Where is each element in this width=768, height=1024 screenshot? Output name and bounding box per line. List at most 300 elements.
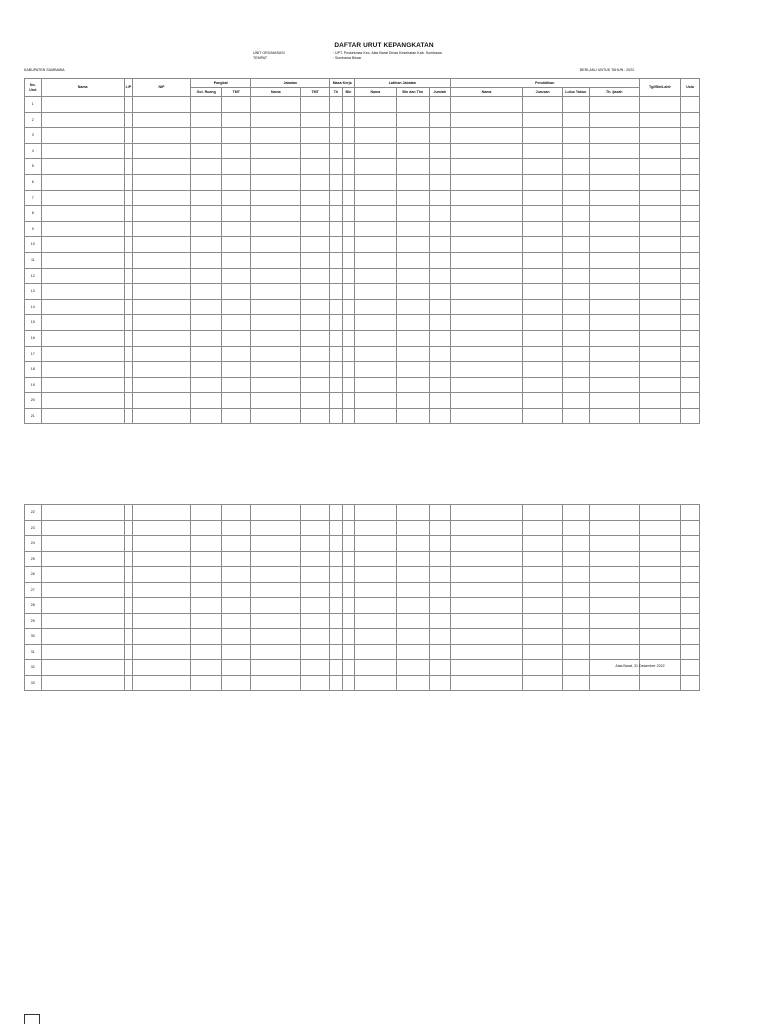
cell-nama [41, 268, 124, 284]
cell-nama [41, 97, 124, 113]
cell-latihan-jumlah [429, 284, 450, 300]
cell-nama [41, 582, 124, 598]
cell-latihan-jumlah [429, 346, 450, 362]
col-bln-thn: Bln dan Thn [396, 88, 429, 97]
cell-lp [124, 284, 132, 300]
cell-pendidikan-nama [450, 660, 523, 676]
cell-latihan-bln [396, 536, 429, 552]
cell-latihan-bln [396, 143, 429, 159]
cell-jabatan [251, 675, 301, 691]
cell-nama [41, 644, 124, 660]
cell-pangkat-tmt [222, 221, 251, 237]
cell-usia [681, 644, 700, 660]
cell-latihan-jumlah [429, 644, 450, 660]
cell-bln [342, 613, 354, 629]
col-latihan-nama: Nama [355, 88, 397, 97]
cell-no: 2 [25, 112, 42, 128]
cell-pendidikan-nama [450, 190, 523, 206]
cell-latihan-jumlah [429, 315, 450, 331]
cell-latihan-jumlah [429, 112, 450, 128]
cell-gol [191, 505, 222, 521]
col-pendidikan-nama: Nama [450, 88, 523, 97]
cell-latihan-bln [396, 174, 429, 190]
cell-pendidikan-nama [450, 128, 523, 144]
cell-latihan-nama [355, 128, 397, 144]
cell-nip [132, 128, 190, 144]
cell-th [330, 505, 342, 521]
cell-gol [191, 97, 222, 113]
cell-nip [132, 330, 190, 346]
cell-nip [132, 97, 190, 113]
cell-gol [191, 408, 222, 424]
cell-lp [124, 112, 132, 128]
cell-jabatan [251, 408, 301, 424]
cell-jabatan [251, 377, 301, 393]
cell-th [330, 346, 342, 362]
cell-latihan-bln [396, 330, 429, 346]
cell-lp [124, 237, 132, 253]
cell-lulus-tahun [562, 284, 589, 300]
cell-latihan-jumlah [429, 393, 450, 409]
cell-gol [191, 299, 222, 315]
cell-jabatan-tmt [301, 644, 330, 660]
cell-latihan-jumlah [429, 613, 450, 629]
cell-jurusan [523, 408, 562, 424]
cell-latihan-jumlah [429, 505, 450, 521]
cell-latihan-bln [396, 408, 429, 424]
cell-gol [191, 393, 222, 409]
cell-tgl-lahir [639, 520, 681, 536]
cell-bln [342, 112, 354, 128]
cell-latihan-bln [396, 598, 429, 614]
cell-pangkat-tmt [222, 299, 251, 315]
cell-jabatan-tmt [301, 582, 330, 598]
cell-jabatan-tmt [301, 567, 330, 583]
cell-usia [681, 520, 700, 536]
cell-pendidikan-nama [450, 536, 523, 552]
table-row [25, 299, 700, 315]
cell-jurusan [523, 567, 562, 583]
table-row [25, 393, 700, 409]
cell-lp [124, 644, 132, 660]
cell-th-ijazah [589, 520, 639, 536]
cell-gol [191, 112, 222, 128]
cell-th-ijazah [589, 143, 639, 159]
cell-pendidikan-nama [450, 582, 523, 598]
cell-no: 4 [25, 143, 42, 159]
meta-value: : Sumbawa Besar [333, 56, 362, 60]
cell-th-ijazah [589, 629, 639, 645]
cell-th-ijazah [589, 644, 639, 660]
cell-lp [124, 315, 132, 331]
cell-jabatan [251, 330, 301, 346]
cell-jabatan [251, 660, 301, 676]
cell-latihan-bln [396, 159, 429, 175]
cell-bln [342, 567, 354, 583]
cell-pendidikan-nama [450, 362, 523, 378]
cell-nama [41, 112, 124, 128]
cell-lulus-tahun [562, 143, 589, 159]
cell-jabatan [251, 598, 301, 614]
cell-lp [124, 221, 132, 237]
cell-no: 22 [25, 505, 42, 521]
table-row [25, 206, 700, 222]
cell-latihan-nama [355, 644, 397, 660]
col-th: Th [330, 88, 342, 97]
table-row [25, 237, 700, 253]
table-row [25, 346, 700, 362]
cell-th-ijazah [589, 128, 639, 144]
cell-th [330, 174, 342, 190]
cell-usia [681, 315, 700, 331]
cell-jurusan [523, 520, 562, 536]
cell-latihan-nama [355, 190, 397, 206]
cell-nip [132, 174, 190, 190]
cell-lulus-tahun [562, 520, 589, 536]
cell-nama [41, 660, 124, 676]
cell-jabatan-tmt [301, 346, 330, 362]
cell-latihan-bln [396, 237, 429, 253]
cell-jabatan-tmt [301, 112, 330, 128]
table-row [25, 143, 700, 159]
cell-nip [132, 346, 190, 362]
cell-usia [681, 190, 700, 206]
cell-no: 23 [25, 520, 42, 536]
cell-jurusan [523, 598, 562, 614]
cell-no: 25 [25, 551, 42, 567]
cell-no: 7 [25, 190, 42, 206]
cell-jurusan [523, 206, 562, 222]
cell-latihan-nama [355, 629, 397, 645]
cell-nip [132, 675, 190, 691]
cell-latihan-nama [355, 112, 397, 128]
cell-th-ijazah [589, 613, 639, 629]
cell-latihan-bln [396, 660, 429, 676]
cell-tgl-lahir [639, 284, 681, 300]
cell-latihan-bln [396, 377, 429, 393]
cell-usia [681, 629, 700, 645]
cell-pendidikan-nama [450, 567, 523, 583]
cell-pendidikan-nama [450, 520, 523, 536]
cell-tgl-lahir [639, 362, 681, 378]
cell-no: 26 [25, 567, 42, 583]
cell-jabatan-tmt [301, 393, 330, 409]
cell-lp [124, 377, 132, 393]
cell-jabatan [251, 551, 301, 567]
cell-bln [342, 128, 354, 144]
cell-th-ijazah [589, 221, 639, 237]
table-row [25, 598, 700, 614]
cell-usia [681, 97, 700, 113]
cell-pangkat-tmt [222, 629, 251, 645]
cell-pendidikan-nama [450, 598, 523, 614]
cell-usia [681, 268, 700, 284]
cell-pangkat-tmt [222, 174, 251, 190]
table-row [25, 174, 700, 190]
cell-bln [342, 143, 354, 159]
cell-pangkat-tmt [222, 408, 251, 424]
cell-gol [191, 377, 222, 393]
cell-lulus-tahun [562, 299, 589, 315]
cell-tgl-lahir [639, 408, 681, 424]
cell-bln [342, 284, 354, 300]
cell-latihan-nama [355, 536, 397, 552]
cell-no: 5 [25, 159, 42, 175]
cell-tgl-lahir [639, 393, 681, 409]
table-row [25, 582, 700, 598]
cell-th-ijazah [589, 284, 639, 300]
cell-lp [124, 629, 132, 645]
cell-gol [191, 362, 222, 378]
cell-jabatan [251, 393, 301, 409]
cell-latihan-nama [355, 97, 397, 113]
cell-usia [681, 237, 700, 253]
cell-th [330, 660, 342, 676]
cell-latihan-nama [355, 362, 397, 378]
page-marker [24, 1014, 40, 1024]
cell-gol [191, 551, 222, 567]
cell-nama [41, 299, 124, 315]
cell-lulus-tahun [562, 159, 589, 175]
cell-gol [191, 330, 222, 346]
cell-nama [41, 159, 124, 175]
cell-jabatan [251, 629, 301, 645]
document-meta [253, 51, 442, 61]
table-row [25, 315, 700, 331]
cell-latihan-bln [396, 346, 429, 362]
cell-th [330, 221, 342, 237]
cell-nip [132, 377, 190, 393]
cell-lp [124, 598, 132, 614]
table-row [25, 97, 700, 113]
cell-jabatan [251, 284, 301, 300]
cell-th [330, 362, 342, 378]
cell-latihan-jumlah [429, 551, 450, 567]
document-title: DAFTAR URUT KEPANGKATAN [334, 42, 434, 49]
col-tgl-lahir: Tgl/Bln/Lahir [639, 79, 681, 97]
cell-pendidikan-nama [450, 644, 523, 660]
col-nama: Nama [41, 79, 124, 97]
cell-jabatan-tmt [301, 377, 330, 393]
cell-latihan-nama [355, 598, 397, 614]
cell-latihan-jumlah [429, 190, 450, 206]
cell-latihan-nama [355, 299, 397, 315]
cell-bln [342, 675, 354, 691]
cell-th-ijazah [589, 252, 639, 268]
cell-lp [124, 97, 132, 113]
cell-jurusan [523, 97, 562, 113]
cell-th [330, 567, 342, 583]
cell-tgl-lahir [639, 174, 681, 190]
cell-latihan-bln [396, 268, 429, 284]
cell-pangkat-tmt [222, 660, 251, 676]
cell-tgl-lahir [639, 159, 681, 175]
cell-jabatan [251, 268, 301, 284]
cell-jabatan-tmt [301, 613, 330, 629]
table-row [25, 159, 700, 175]
cell-no: 16 [25, 330, 42, 346]
cell-nip [132, 190, 190, 206]
cell-jabatan [251, 520, 301, 536]
cell-latihan-bln [396, 520, 429, 536]
col-jumlah: Jumlah [429, 88, 450, 97]
cell-bln [342, 536, 354, 552]
cell-pangkat-tmt [222, 252, 251, 268]
cell-lp [124, 190, 132, 206]
cell-lulus-tahun [562, 393, 589, 409]
cell-jabatan-tmt [301, 190, 330, 206]
cell-nama [41, 505, 124, 521]
cell-tgl-lahir [639, 268, 681, 284]
cell-nama [41, 520, 124, 536]
cell-lulus-tahun [562, 629, 589, 645]
cell-jurusan [523, 393, 562, 409]
cell-latihan-bln [396, 252, 429, 268]
table-row [25, 536, 700, 552]
cell-usia [681, 174, 700, 190]
table-row [25, 644, 700, 660]
cell-latihan-nama [355, 567, 397, 583]
cell-latihan-nama [355, 315, 397, 331]
cell-no: 9 [25, 221, 42, 237]
cell-th-ijazah [589, 237, 639, 253]
cell-jabatan-tmt [301, 237, 330, 253]
cell-jurusan [523, 582, 562, 598]
cell-pendidikan-nama [450, 346, 523, 362]
cell-tgl-lahir [639, 237, 681, 253]
cell-pangkat-tmt [222, 675, 251, 691]
cell-jabatan-tmt [301, 284, 330, 300]
cell-nip [132, 284, 190, 300]
cell-th [330, 268, 342, 284]
cell-gol [191, 315, 222, 331]
cell-pangkat-tmt [222, 346, 251, 362]
cell-gol [191, 159, 222, 175]
cell-jabatan-tmt [301, 128, 330, 144]
rank-table-page-1 [24, 78, 700, 424]
cell-jabatan-tmt [301, 598, 330, 614]
cell-th [330, 97, 342, 113]
cell-jabatan-tmt [301, 408, 330, 424]
cell-nama [41, 567, 124, 583]
cell-jabatan [251, 582, 301, 598]
cell-bln [342, 660, 354, 676]
cell-pangkat-tmt [222, 128, 251, 144]
cell-latihan-bln [396, 362, 429, 378]
cell-no: 11 [25, 252, 42, 268]
cell-latihan-jumlah [429, 660, 450, 676]
cell-nip [132, 237, 190, 253]
table-row [25, 408, 700, 424]
cell-pangkat-tmt [222, 284, 251, 300]
cell-jurusan [523, 346, 562, 362]
cell-th [330, 299, 342, 315]
cell-tgl-lahir [639, 128, 681, 144]
cell-nip [132, 567, 190, 583]
cell-tgl-lahir [639, 629, 681, 645]
cell-latihan-nama [355, 520, 397, 536]
cell-lulus-tahun [562, 536, 589, 552]
cell-usia [681, 128, 700, 144]
cell-nama [41, 252, 124, 268]
cell-jabatan [251, 206, 301, 222]
cell-no: 8 [25, 206, 42, 222]
cell-th [330, 377, 342, 393]
col-jabatan-tmt: TMT [301, 88, 330, 97]
cell-latihan-bln [396, 551, 429, 567]
cell-pendidikan-nama [450, 268, 523, 284]
cell-tgl-lahir [639, 598, 681, 614]
cell-usia [681, 567, 700, 583]
cell-latihan-nama [355, 505, 397, 521]
cell-pangkat-tmt [222, 505, 251, 521]
cell-latihan-jumlah [429, 408, 450, 424]
col-usia: Usia [681, 79, 700, 97]
cell-th [330, 629, 342, 645]
cell-jabatan-tmt [301, 536, 330, 552]
cell-latihan-jumlah [429, 675, 450, 691]
cell-jurusan [523, 505, 562, 521]
cell-latihan-nama [355, 174, 397, 190]
cell-pendidikan-nama [450, 97, 523, 113]
cell-bln [342, 505, 354, 521]
cell-th-ijazah [589, 206, 639, 222]
cell-latihan-jumlah [429, 536, 450, 552]
cell-jabatan [251, 112, 301, 128]
cell-lp [124, 346, 132, 362]
cell-pendidikan-nama [450, 377, 523, 393]
cell-tgl-lahir [639, 567, 681, 583]
cell-lp [124, 567, 132, 583]
cell-th [330, 393, 342, 409]
cell-usia [681, 362, 700, 378]
cell-th-ijazah [589, 174, 639, 190]
cell-nip [132, 143, 190, 159]
cell-latihan-nama [355, 252, 397, 268]
cell-pendidikan-nama [450, 330, 523, 346]
cell-bln [342, 644, 354, 660]
cell-usia [681, 143, 700, 159]
cell-pangkat-tmt [222, 330, 251, 346]
cell-jabatan [251, 237, 301, 253]
cell-gol [191, 520, 222, 536]
cell-bln [342, 221, 354, 237]
cell-latihan-nama [355, 675, 397, 691]
cell-th [330, 536, 342, 552]
cell-th [330, 190, 342, 206]
cell-tgl-lahir [639, 206, 681, 222]
table-row [25, 362, 700, 378]
cell-gol [191, 660, 222, 676]
cell-pangkat-tmt [222, 315, 251, 331]
cell-latihan-bln [396, 393, 429, 409]
cell-usia [681, 505, 700, 521]
cell-no: 30 [25, 629, 42, 645]
cell-tgl-lahir [639, 582, 681, 598]
cell-latihan-bln [396, 284, 429, 300]
cell-lp [124, 174, 132, 190]
cell-jabatan-tmt [301, 97, 330, 113]
cell-bln [342, 252, 354, 268]
cell-latihan-jumlah [429, 97, 450, 113]
cell-jurusan [523, 190, 562, 206]
cell-jabatan [251, 143, 301, 159]
table-row [25, 629, 700, 645]
cell-th [330, 598, 342, 614]
cell-th [330, 520, 342, 536]
cell-nip [132, 221, 190, 237]
table-row [25, 505, 700, 521]
